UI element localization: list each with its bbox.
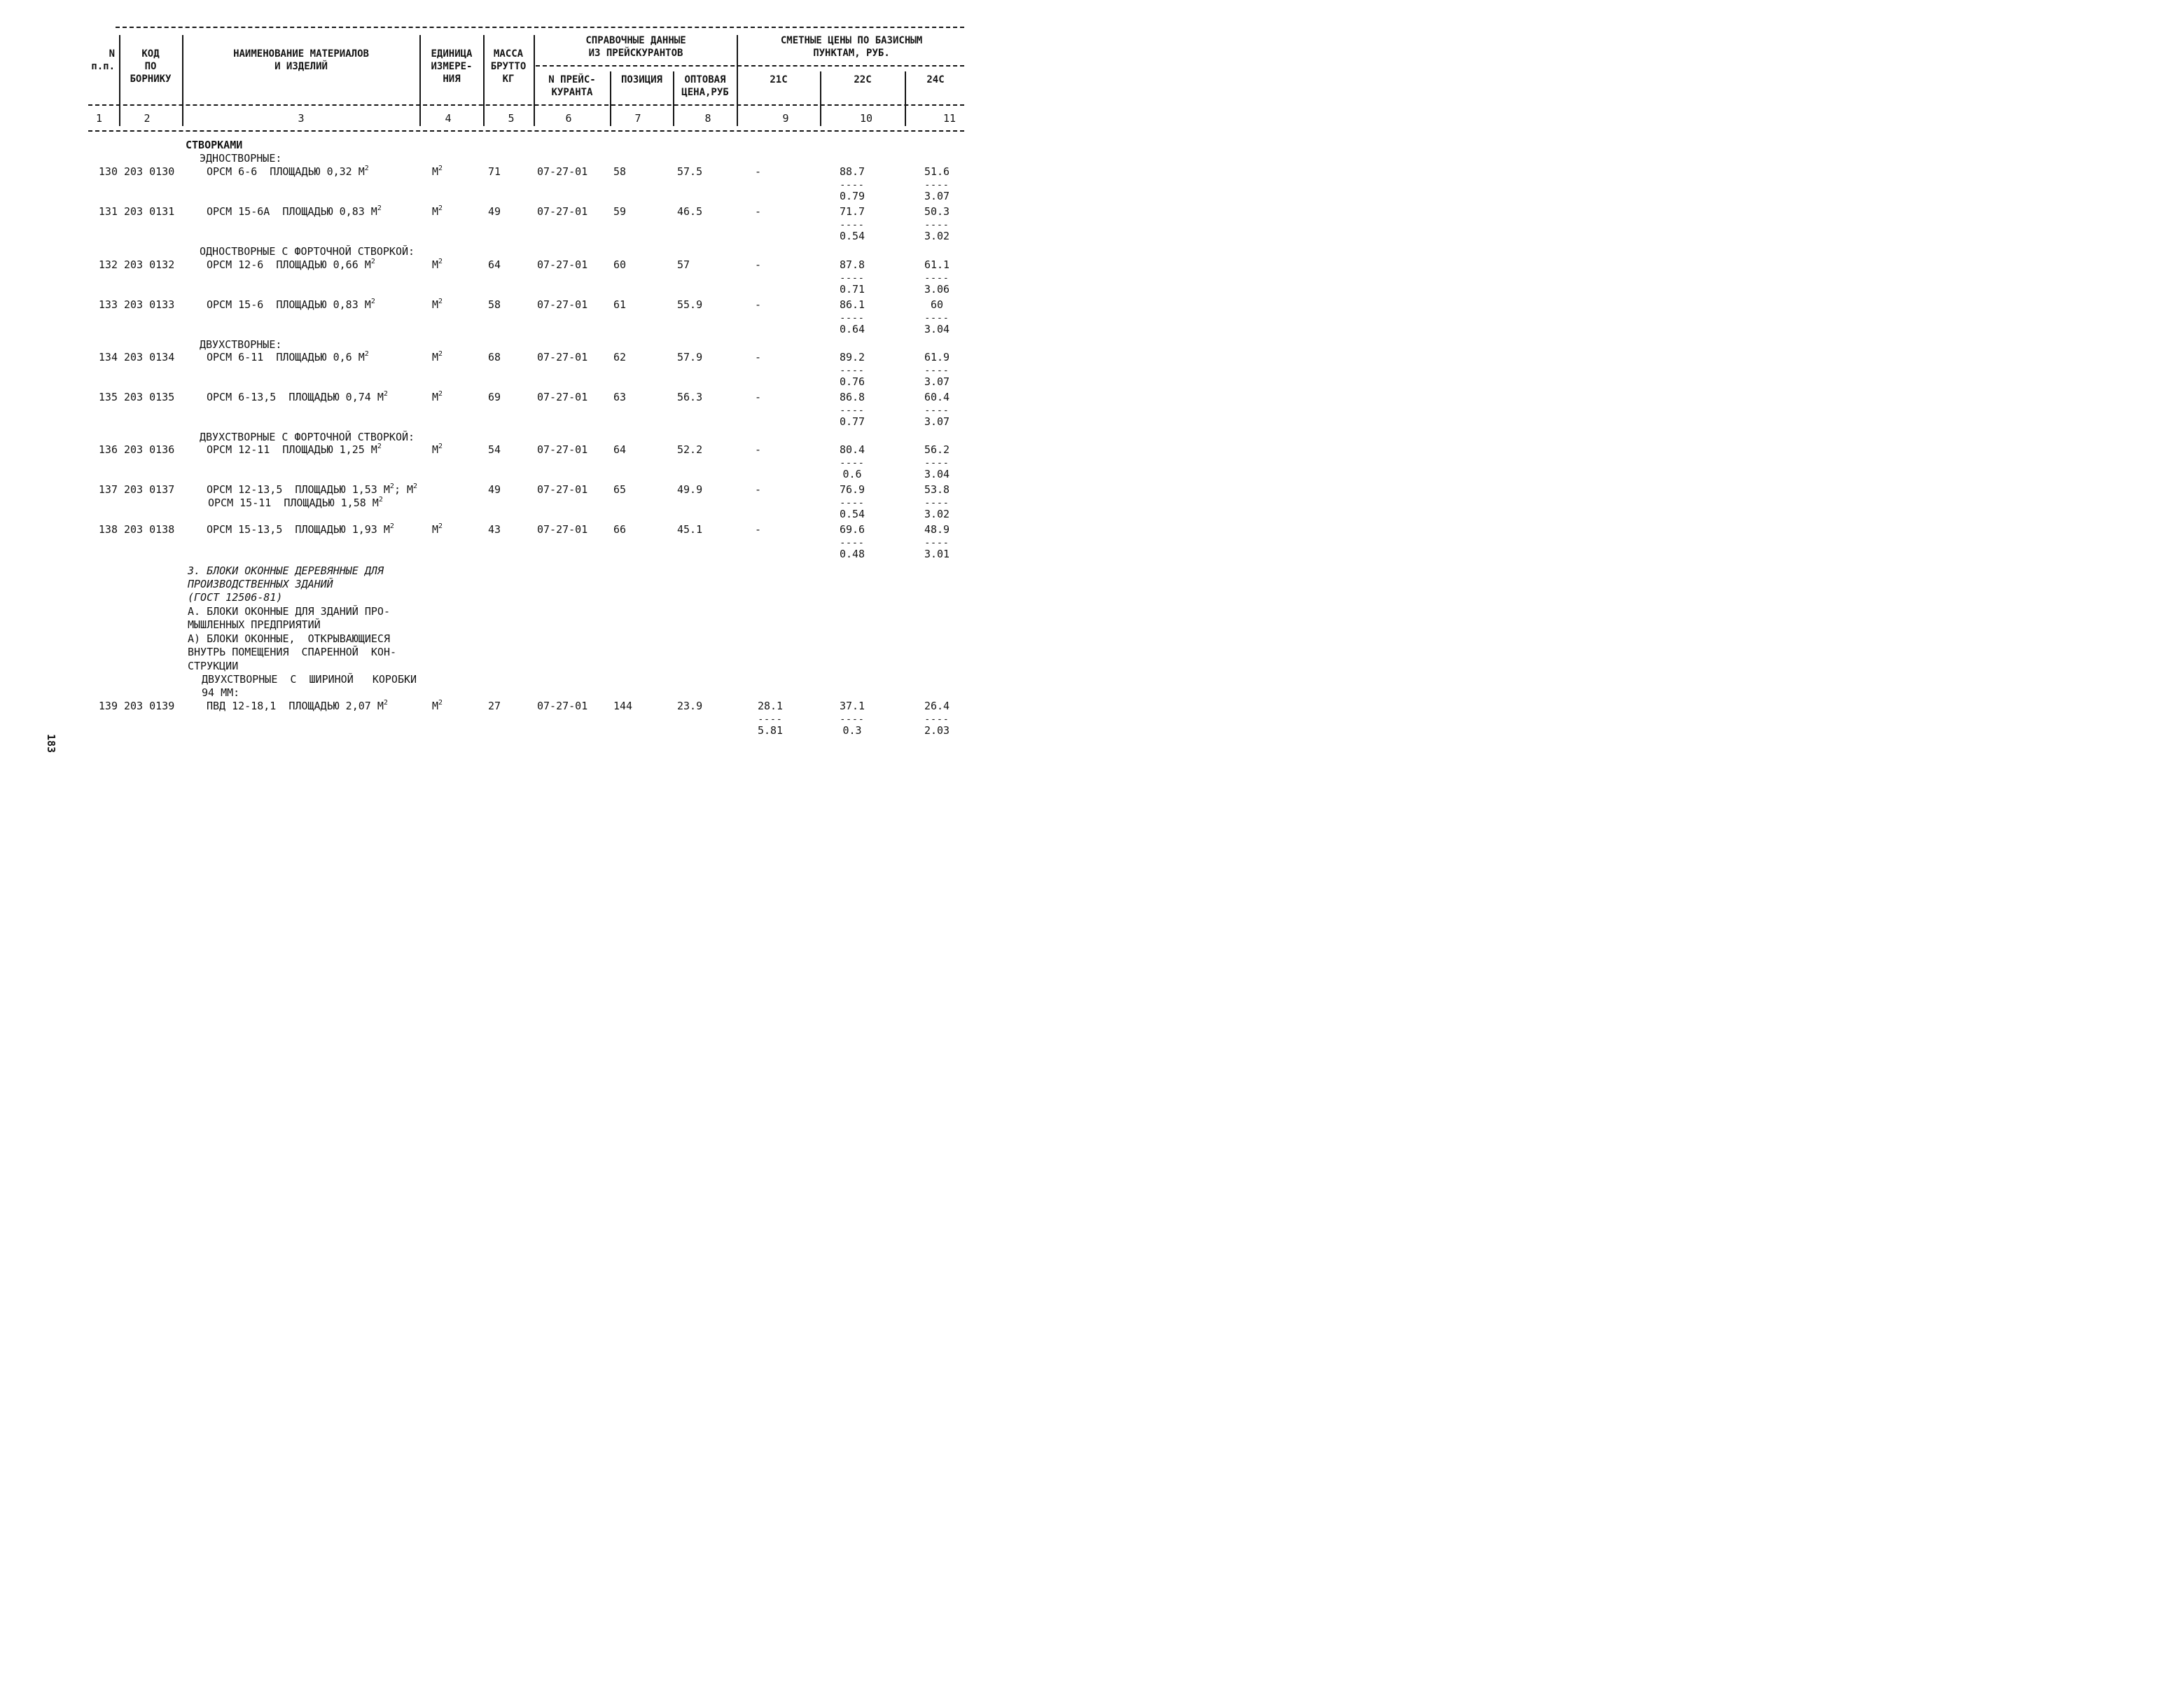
fraction-bar: ---- — [924, 180, 950, 190]
row-mass: 54 — [488, 443, 501, 456]
fraction-numerator: 86.8 — [839, 391, 865, 403]
row-code: 203 0137 — [124, 483, 175, 496]
header-name: НАИМЕНОВАНИЕ МАТЕРИАЛОВ И ИЗДЕЛИЙ — [233, 48, 369, 72]
section3-subtitle: МЫШЛЕННЫХ ПРЕДПРИЯТИЙ — [188, 618, 321, 631]
column-number: 9 — [782, 112, 789, 125]
row-name: ОРСМ 15-13,5 ПЛОЩАДЬЮ 1,93 $М^2$ — [207, 522, 394, 536]
row-pricelist: 07-27-01 — [537, 298, 588, 311]
fraction-numerator: 37.1 — [839, 700, 865, 712]
row-unit: $М^2$ — [432, 522, 443, 536]
row-number: 137 — [98, 483, 118, 496]
row-wholesale: 57 — [677, 258, 690, 271]
fraction-denominator: 3.02 — [924, 508, 950, 520]
price-24c — [921, 484, 952, 520]
price-24c — [921, 206, 952, 242]
section-heading: СТВОРКАМИ — [186, 139, 243, 151]
fraction-denominator: 3.04 — [924, 323, 950, 335]
row-number: 135 — [98, 391, 118, 403]
fraction-numerator: 61.9 — [924, 351, 950, 363]
row-position: 59 — [613, 205, 627, 218]
row-code: 203 0131 — [124, 205, 175, 218]
section-heading: ДВУХСТВОРНЫЕ: — [200, 338, 282, 351]
row-name-continued: ОРСМ 15-11 ПЛОЩАДЬЮ 1,58 $М^2$ — [208, 496, 383, 509]
section3-title: ПРОИЗВОДСТВЕННЫХ ЗДАНИЙ — [188, 578, 333, 590]
row-name: ОРСМ 12-6 ПЛОЩАДЬЮ 0,66 $М^2$ — [207, 258, 375, 271]
row-name: ПВД 12-18,1 ПЛОЩАДЬЮ 2,07 $М^2$ — [207, 699, 388, 712]
price-24c — [921, 259, 952, 296]
price-22c — [837, 259, 868, 296]
row-wholesale: 52.2 — [677, 443, 703, 456]
fraction-denominator: 2.03 — [924, 724, 950, 737]
fraction-denominator: 0.76 — [839, 375, 865, 388]
fraction-numerator: 87.8 — [839, 258, 865, 271]
row-number: 133 — [98, 298, 118, 311]
column-number: 10 — [859, 112, 873, 125]
header-num: N п.п. — [91, 48, 115, 72]
fraction-numerator: 26.4 — [924, 700, 950, 712]
fraction-denominator: 5.81 — [757, 724, 784, 737]
fraction-denominator: 0.77 — [839, 415, 865, 428]
fraction-bar: ---- — [840, 498, 865, 508]
row-unit: $М^2$ — [432, 699, 443, 712]
header-sub-rule — [536, 65, 964, 67]
row-pricelist: 07-27-01 — [537, 523, 588, 536]
fraction-bar: ---- — [840, 273, 865, 284]
row-position: 60 — [613, 258, 627, 271]
section3-group: 94 ММ: — [202, 686, 240, 699]
row-number: 130 — [98, 165, 118, 178]
price-22c — [837, 391, 868, 428]
row-code: 203 0130 — [124, 165, 175, 178]
price-24c — [921, 166, 952, 202]
row-pricelist: 07-27-01 — [537, 351, 588, 363]
price-22c — [837, 352, 868, 388]
header-price-21c: 21С — [770, 74, 788, 85]
fraction-bar: ---- — [924, 458, 950, 469]
row-position: 64 — [613, 443, 627, 456]
row-mass: 68 — [488, 351, 501, 363]
row-mass: 69 — [488, 391, 501, 403]
header-prices-group: СМЕТНЫЕ ЦЕНЫ ПО БАЗИСНЫМ ПУНКТАМ, РУБ. — [780, 35, 923, 59]
row-code: 203 0136 — [124, 443, 175, 456]
fraction-denominator: 0.71 — [839, 283, 865, 296]
column-numbers-rule — [88, 130, 964, 132]
fraction-bar: ---- — [924, 366, 950, 376]
column-number: 8 — [704, 112, 711, 125]
row-pricelist: 07-27-01 — [537, 391, 588, 403]
row-number: 139 — [98, 700, 118, 712]
price-22c — [837, 484, 868, 520]
fraction-numerator: 69.6 — [839, 523, 865, 536]
fraction-denominator: 3.07 — [924, 375, 950, 388]
section3-subtitle: А. БЛОКИ ОКОННЫЕ ДЛЯ ЗДАНИЙ ПРО- — [188, 605, 390, 618]
section3-subtitle: СТРУКЦИИ — [188, 660, 239, 672]
fraction-bar: ---- — [924, 498, 950, 508]
price-21c: - — [755, 205, 762, 218]
row-code: 203 0132 — [124, 258, 175, 271]
header-pricelist: N ПРЕЙС- КУРАНТА — [548, 74, 596, 98]
fraction-denominator: 3.04 — [924, 468, 950, 480]
fraction-numerator: 60.4 — [924, 391, 950, 403]
fraction-numerator: 53.8 — [924, 483, 950, 496]
row-number: 138 — [98, 523, 118, 536]
price-21c: - — [755, 165, 762, 178]
row-pricelist: 07-27-01 — [537, 700, 588, 712]
row-code: 203 0133 — [124, 298, 175, 311]
column-number: 1 — [95, 112, 102, 125]
price-21c: - — [755, 483, 762, 496]
fraction-numerator: 51.6 — [924, 165, 950, 178]
row-mass: 64 — [488, 258, 501, 271]
header-unit: ЕДИНИЦА ИЗМЕРЕ- НИЯ — [431, 48, 473, 85]
price-24c — [921, 524, 952, 560]
fraction-numerator: 80.4 — [839, 443, 865, 456]
fraction-bar: ---- — [924, 273, 950, 284]
fraction-denominator: 0.79 — [839, 190, 865, 202]
row-pricelist: 07-27-01 — [537, 483, 588, 496]
row-unit: $М^2$ — [432, 165, 443, 178]
row-wholesale: 45.1 — [677, 523, 703, 536]
section3-title: (ГОСТ 12506-81) — [188, 591, 283, 604]
row-wholesale: 49.9 — [677, 483, 703, 496]
fraction-denominator: 0.48 — [839, 548, 865, 560]
row-position: 58 — [613, 165, 627, 178]
section3-group: ДВУХСТВОРНЫЕ С ШИРИНОЙ КОРОБКИ — [202, 673, 417, 686]
fraction-denominator: 0.54 — [839, 230, 865, 242]
fraction-bar: ---- — [840, 405, 865, 416]
price-21c: - — [755, 258, 762, 271]
fraction-numerator: 50.3 — [924, 205, 950, 218]
row-mass: 43 — [488, 523, 501, 536]
row-wholesale: 57.9 — [677, 351, 703, 363]
row-pricelist: 07-27-01 — [537, 258, 588, 271]
row-position: 66 — [613, 523, 627, 536]
header-reference-group: СПРАВОЧНЫЕ ДАННЫЕ ИЗ ПРЕЙСКУРАНТОВ — [585, 35, 686, 59]
fraction-numerator: 89.2 — [839, 351, 865, 363]
fraction-bar: ---- — [924, 313, 950, 324]
header-price-24c: 24С — [926, 74, 945, 85]
section3-subtitle: А) БЛОКИ ОКОННЫЕ, ОТКРЫВАЮЩИЕСЯ — [188, 632, 390, 645]
row-wholesale: 46.5 — [677, 205, 703, 218]
header-wholesale: ОПТОВАЯ ЦЕНА,РУБ — [681, 74, 729, 98]
fraction-numerator: 86.1 — [839, 298, 865, 311]
price-21c: - — [755, 351, 762, 363]
price-21c: - — [755, 298, 762, 311]
fraction-bar: ---- — [758, 714, 783, 725]
fraction-bar: ---- — [840, 538, 865, 548]
row-pricelist: 07-27-01 — [537, 165, 588, 178]
row-position: 65 — [613, 483, 627, 496]
fraction-denominator: 3.07 — [924, 190, 950, 202]
row-code: 203 0138 — [124, 523, 175, 536]
price-22c — [837, 524, 868, 560]
fraction-bar: ---- — [840, 366, 865, 376]
row-unit: $М^2$ — [432, 204, 443, 218]
price-21c: - — [755, 391, 762, 403]
price-24c — [921, 444, 952, 480]
column-number: 11 — [943, 112, 957, 125]
row-wholesale: 23.9 — [677, 700, 703, 712]
section3-subtitle: ВНУТРЬ ПОМЕЩЕНИЯ СПАРЕННОЙ КОН- — [188, 646, 397, 658]
price-22c — [837, 299, 868, 335]
row-number: 134 — [98, 351, 118, 363]
row-name: ОРСМ 12-11 ПЛОЩАДЬЮ 1,25 $М^2$ — [207, 443, 382, 456]
price-22c — [837, 444, 868, 480]
row-mass: 58 — [488, 298, 501, 311]
fraction-numerator: 61.1 — [924, 258, 950, 271]
row-name: ОРСМ 15-6А ПЛОЩАДЬЮ 0,83 $М^2$ — [207, 204, 382, 218]
fraction-numerator: 28.1 — [757, 700, 784, 712]
fraction-denominator: 3.06 — [924, 283, 950, 296]
price-24c — [921, 391, 952, 428]
row-code: 203 0135 — [124, 391, 175, 403]
price-21c: - — [755, 443, 762, 456]
col-divider — [419, 35, 421, 126]
row-unit: $М^2$ — [432, 390, 443, 403]
fraction-numerator: 88.7 — [839, 165, 865, 178]
header-price-22c: 22С — [854, 74, 872, 85]
row-mass: 71 — [488, 165, 501, 178]
column-number: 3 — [298, 112, 305, 125]
row-unit: $М^2$ — [432, 258, 443, 271]
fraction-bar: ---- — [840, 714, 865, 725]
price-21c — [755, 700, 786, 737]
fraction-denominator: 0.64 — [839, 323, 865, 335]
price-24c — [921, 700, 952, 737]
fraction-denominator: 0.6 — [842, 468, 862, 480]
fraction-bar: ---- — [924, 538, 950, 548]
row-number: 136 — [98, 443, 118, 456]
row-position: 62 — [613, 351, 627, 363]
row-code: 203 0139 — [124, 700, 175, 712]
document-page — [0, 0, 1092, 846]
row-wholesale: 56.3 — [677, 391, 703, 403]
column-number: 6 — [565, 112, 572, 125]
row-wholesale: 57.5 — [677, 165, 703, 178]
fraction-denominator: 3.01 — [924, 548, 950, 560]
fraction-bar: ---- — [840, 180, 865, 190]
row-name: ОРСМ 6-13,5 ПЛОЩАДЬЮ 0,74 $М^2$ — [207, 390, 388, 403]
row-position: 63 — [613, 391, 627, 403]
price-24c — [921, 352, 952, 388]
price-22c — [837, 166, 868, 202]
fraction-bar: ---- — [840, 458, 865, 469]
header-bottom-rule — [88, 104, 964, 106]
row-mass: 49 — [488, 483, 501, 496]
header-top-rule — [116, 27, 964, 28]
column-number: 2 — [144, 112, 151, 125]
fraction-bar: ---- — [840, 220, 865, 230]
row-unit: $М^2$ — [432, 443, 443, 456]
section-heading: ЭДНОСТВОРНЫЕ: — [200, 152, 282, 165]
price-21c: - — [755, 523, 762, 536]
row-position: 61 — [613, 298, 627, 311]
column-number: 4 — [445, 112, 452, 125]
section-heading: ОДНОСТВОРНЫЕ С ФОРТОЧНОЙ СТВОРКОЙ: — [200, 245, 415, 258]
row-code: 203 0134 — [124, 351, 175, 363]
column-number: 5 — [508, 112, 515, 125]
row-name: ОРСМ 12-13,5 ПЛОЩАДЬЮ 1,53 $М^2$; $М^2$ — [207, 483, 418, 496]
row-number: 131 — [98, 205, 118, 218]
price-22c — [837, 700, 868, 737]
row-pricelist: 07-27-01 — [537, 443, 588, 456]
fraction-numerator: 56.2 — [924, 443, 950, 456]
column-number: 7 — [634, 112, 641, 125]
fraction-bar: ---- — [840, 313, 865, 324]
fraction-denominator: 3.07 — [924, 415, 950, 428]
fraction-denominator: 0.3 — [842, 724, 862, 737]
row-pricelist: 07-27-01 — [537, 205, 588, 218]
fraction-denominator: 3.02 — [924, 230, 950, 242]
fraction-numerator: 60 — [930, 298, 944, 311]
fraction-denominator: 0.54 — [839, 508, 865, 520]
fraction-bar: ---- — [924, 714, 950, 725]
header-mass: МАССА БРУТТО КГ — [490, 48, 527, 85]
page-number: 183 — [45, 734, 57, 754]
header-code: КОД ПО БОРНИКУ — [130, 48, 172, 85]
section-heading: ДВУХСТВОРНЫЕ С ФОРТОЧНОЙ СТВОРКОЙ: — [200, 431, 415, 443]
row-wholesale: 55.9 — [677, 298, 703, 311]
row-name: ОРСМ 6-11 ПЛОЩАДЬЮ 0,6 $М^2$ — [207, 350, 369, 363]
fraction-numerator: 71.7 — [839, 205, 865, 218]
row-mass: 49 — [488, 205, 501, 218]
section3-title: 3. БЛОКИ ОКОННЫЕ ДЕРЕВЯННЫЕ ДЛЯ — [188, 564, 384, 577]
row-unit: $М^2$ — [432, 350, 443, 363]
price-24c — [921, 299, 952, 335]
row-unit: $М^2$ — [432, 298, 443, 311]
price-22c — [837, 206, 868, 242]
row-name: ОРСМ 15-6 ПЛОЩАДЬЮ 0,83 $М^2$ — [207, 298, 375, 311]
row-number: 132 — [98, 258, 118, 271]
fraction-bar: ---- — [924, 220, 950, 230]
fraction-bar: ---- — [924, 405, 950, 416]
header-position: ПОЗИЦИЯ — [620, 74, 662, 85]
row-mass: 27 — [488, 700, 501, 712]
row-name: ОРСМ 6-6 ПЛОЩАДЬЮ 0,32 $М^2$ — [207, 165, 369, 178]
row-position: 144 — [613, 700, 633, 712]
fraction-numerator: 76.9 — [839, 483, 865, 496]
fraction-numerator: 48.9 — [924, 523, 950, 536]
